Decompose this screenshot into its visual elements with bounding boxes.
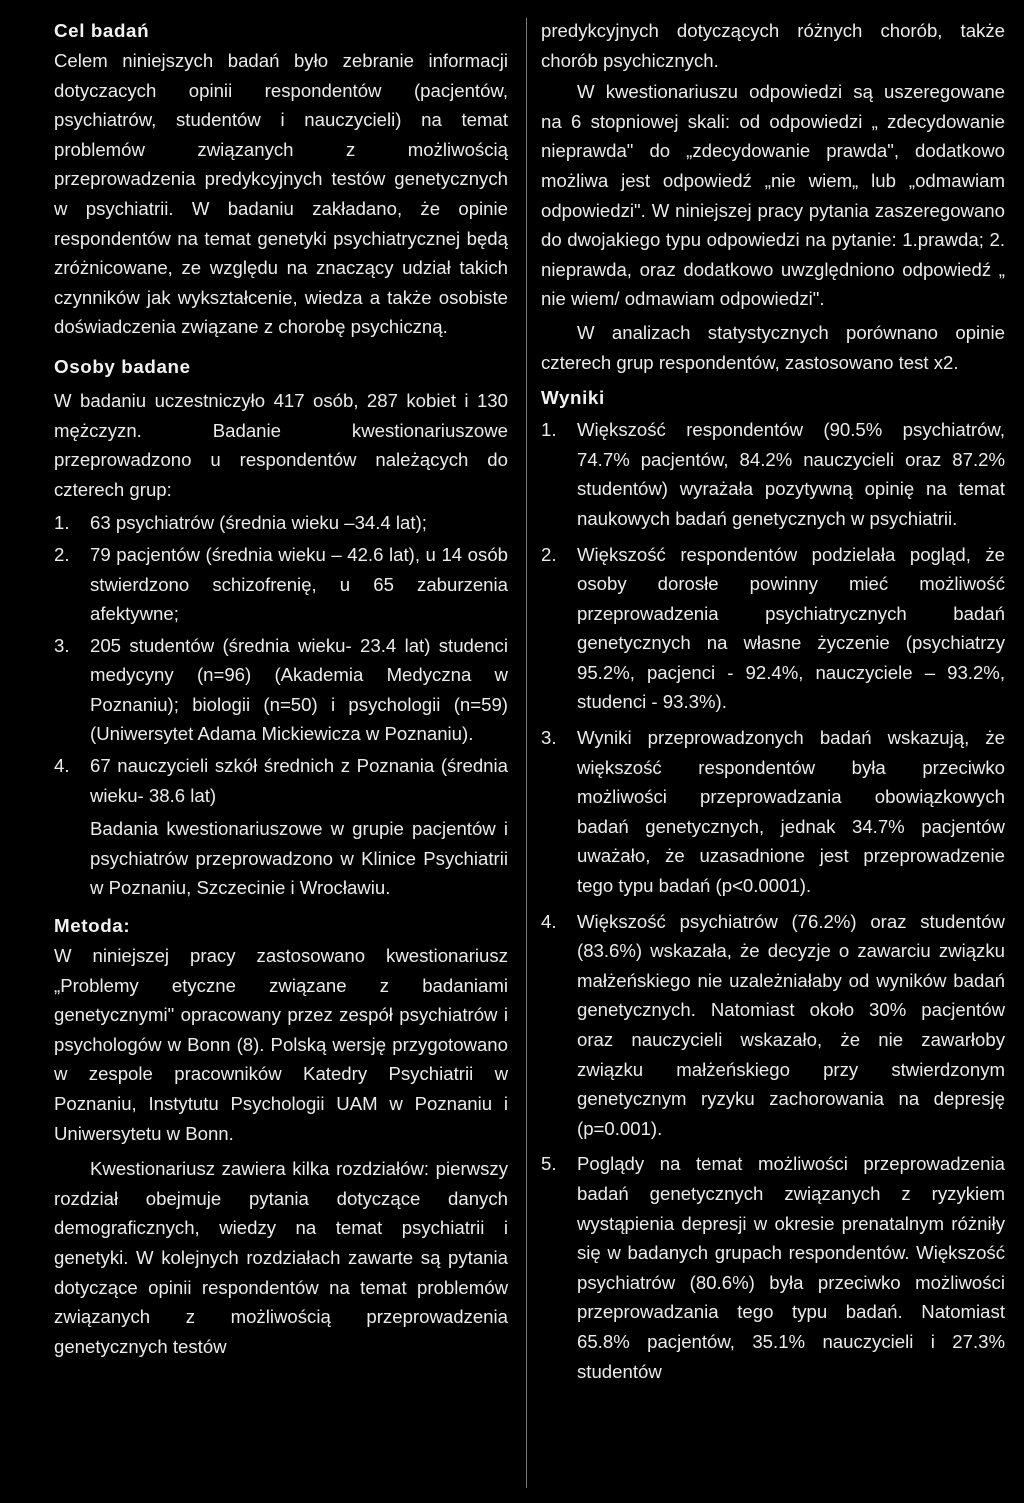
paragraph-metoda-1: W niniejszej pracy zastosowano kwestionariusz „Problemy etyczne związane z badaniami genetycznymi" opracowany przez zespół psychiatrów i psychologów w Bonn (8). Polską wersję przygotowano w zespole pracowników Katedry Psychiatrii w Poznaniu, Instytutu Psychologii UAM w Poznaniu i Uniwersytetu w Bonn. — [54, 945, 508, 1144]
column-divider — [526, 18, 527, 1488]
left-column — [54, 16, 508, 1361]
list-number: 1. — [541, 419, 557, 441]
list-text: Większość respondentów (90.5% psychiatrów, 74.7% pacjentów, 84.2% nauczycieli oraz 87.2% studentów) wyrażała pozytywną opinię na temat naukowych badań genetycznych w psychiatrii. — [577, 419, 1005, 529]
list-text: 205 studentów (średnia wieku- 23.4 lat) studenci medycyny (n=96) (Akademia Medyczna w Poznaniu); biologii (n=50) i psychologii (n=59) (Uniwersytet Adama Mickiewicza w Poznaniu). — [90, 634, 508, 745]
paragraph-metoda-2: Kwestionariusz zawiera kilka rozdziałów: pierwszy rozdział obejmuje pytania dotyczące danych demograficznych, wiedzy na temat psychiatrii i genetyki. W kolejnych rozdziałach zawarte są pytania dotyczące opinii respondentów na temat problemów związanych z możliwością przeprowadzenia genetycznych testów — [54, 1158, 508, 1357]
list-item — [54, 508, 508, 538]
list-number: 4. — [54, 755, 70, 777]
list-number: 2. — [541, 543, 557, 565]
list-item — [54, 751, 508, 810]
list-item — [541, 907, 1005, 1144]
groups-list — [54, 508, 508, 810]
list-text: Wyniki przeprowadzonych badań wskazują, że większość respondentów była przeciwko możliwości przeprowadzania obowiązkowych badań genetycznych, jednak 34.7% pacjentów uważało, że uzasadnione jest przeprowadzenie tego typu badań (p<0.0001). — [577, 727, 1005, 897]
list-number: 4. — [541, 910, 557, 932]
list-text: Większość psychiatrów (76.2%) oraz studentów (83.6%) wskazała, że decyzje o zawarciu związku małżeńskiego nie uzależniałaby od wyników badań genetycznych. Natomiast około 30% pacjentów oraz nauczycieli wskazało, że nie zawarłoby związku małżeńskiego przy stwierdzonym genetycznym ryzyku zachorowania na depresję (p=0.001). — [577, 910, 1005, 1139]
list-text: Większość respondentów podzielała pogląd, że osoby dorosłe powinny mieć możliwość przeprowadzenia psychiatrycznych badań genetycznych na własne życzenie (psychiatrzy 95.2%, pacjenci - 92.4%, nauczyciele – 93.2%, studenci - 93.3%). — [577, 543, 1005, 713]
section-heading-metoda: Metoda: — [54, 915, 131, 937]
list-text: 63 psychiatrów (średnia wieku –34.4 lat); — [90, 512, 427, 534]
paragraph-kwestionariusz: W kwestionariuszu odpowiedzi są uszeregowane na 6 stopniowej skali: od odpowiedzi „ zdecydowanie nieprawda" do „zdecydowanie prawda", dodatkowo możliwa jest odpowiedź „nie wiem„ lub „odmawiam odpowiedzi". W niniejszej pracy pytania zaszeregowano do dwojakiego typu odpowiedzi na pytanie: 1.prawda; 2. nieprawda, oraz dodatkowo uwzględniono odpowiedź „ nie wiem/ odmawiam odpowiedzi". — [541, 81, 1005, 310]
list-item — [54, 631, 508, 749]
section-heading-osoby: Osoby badane — [54, 355, 191, 377]
section-heading-wyniki: Wyniki — [541, 387, 605, 409]
paragraph-osoby: W badaniu uczestniczyło 417 osób, 287 kobiet i 130 mężczyzn. Badanie kwestionariuszowe przeprowadzono u respondentów należących do czterech grup: — [54, 389, 508, 500]
paragraph-statystyka: W analizach statystycznych porównano opinie czterech grup respondentów, zastosowano test x2. — [541, 321, 1005, 373]
list-item — [541, 540, 1005, 718]
list-text: 79 pacjentów (średnia wieku – 42.6 lat), u 14 osób stwierdzono schizofrenię, u 65 zaburzenia afektywne; — [90, 543, 508, 625]
right-column — [541, 16, 1005, 1386]
paragraph-cel: Celem niniejszych badań było zebranie informacji dotyczacych opinii respondentów (pacjentów, psychiatrów, studentów i nauczycieli) na temat problemów związanych z możliwością przeprowadzenia predykcyjnych testów genetycznych w psychiatrii. W badaniu zakładano, że opinie respondentów na temat genetyki psychiatrycznej będą zróżnicowane, ze względu na znaczący udział takich czynników jak wykształcenie, wiedza a także osobiste doświadczenia związane z chorobę psychiczną. — [54, 50, 508, 338]
section-heading-cel: Cel badań — [54, 20, 150, 41]
list-item — [541, 415, 1005, 533]
list-item — [541, 1149, 1005, 1386]
list-number: 1. — [54, 512, 70, 534]
list-number: 5. — [541, 1153, 557, 1175]
list-number: 2. — [54, 543, 70, 565]
list-number: 3. — [541, 727, 557, 749]
paragraph-osoby-2: Badania kwestionariuszowe w grupie pacjentów i psychiatrów przeprowadzono w Klinice Psychiatrii w Poznaniu, Szczecinie i Wrocławiu. — [90, 818, 508, 899]
list-text: Poglądy na temat możliwości przeprowadzenia badań genetycznych związanych z ryzykiem wystąpienia depresji w okresie prenatalnym różniły się w badanych grupach respondentów. Większość psychiatrów (80.6%) była przeciwko możliwości przeprowadzania tego typu badań. Natomiast 65.8% pacjentów, 35.1% nauczycieli i 27.3% studentów — [577, 1153, 1005, 1382]
results-list — [541, 415, 1005, 1386]
paragraph-continued: predykcyjnych dotyczących różnych chorób, także chorób psychicznych. — [541, 20, 1005, 71]
list-number: 3. — [54, 634, 70, 656]
list-item — [541, 723, 1005, 901]
list-text: 67 nauczycieli szkół średnich z Poznania (średnia wieku- 38.6 lat) — [90, 755, 508, 806]
list-item — [54, 540, 508, 629]
